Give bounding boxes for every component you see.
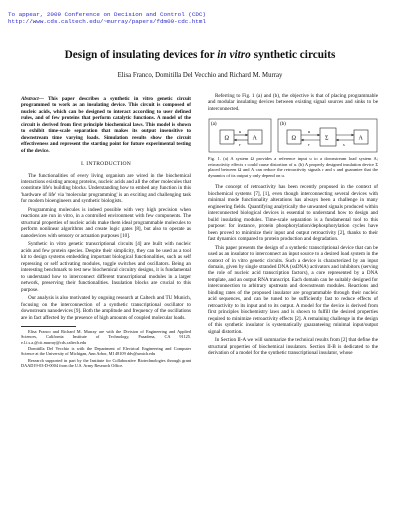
panel-b-insulator-label: Σ bbox=[325, 135, 329, 142]
figure-1 bbox=[208, 118, 378, 154]
panel-a-load-label: A bbox=[252, 135, 257, 142]
panel-b-s-label: s bbox=[343, 142, 345, 148]
right-intro-paragraph: Referring to Fig. 1 (a) and (b), the objective is that of placing programmable and modular insulating devices between existing signal sources and sinks to be interconnected. bbox=[208, 93, 378, 112]
section-heading-introduction: I. INTRODUCTION bbox=[81, 161, 131, 168]
footnote-rule bbox=[21, 326, 76, 327]
right-paragraph-1: The concept of retroactivity has been recently proposed in the context of biochemical systems [7], [1], even though interconnecting several devices with minimal mode functionality alterations has always been a challenge in many engineering fields. Quantifying analytically the unwanted signals produced within interconnected biological devices is essential to understand how to design and build insulating modules. Time-scale separation is a fundamental tool to this purpose: for instance, protein phosphorylation/dephosphorylation cycles have been proved to minimize their input and output retroactivity [2], thanks to their fast dynamics compared to protein production and degradation. bbox=[208, 184, 378, 242]
intro-paragraph-4: Our analysis is also motivated by ongoing research at Caltech and TU Munich, focusing on the interconnection of a synthetic transcriptional oscillator to downstream nanodevices [9]. Both the amplitude and frequency of the oscillations are in fact affected by the presence of high amounts of coupled molecular loads. bbox=[21, 295, 191, 321]
title-emph: in vitro bbox=[217, 49, 251, 61]
right-paragraph-3: In Section II-A we will summarize the technical results from [2] that define the structural properties of biochemical insulators. Section II-B is dedicated to the derivation of a model for the synthetic transcriptional insulator, whose bbox=[208, 337, 378, 357]
header-note bbox=[8, 11, 308, 26]
panel-b-omega-label: Ω bbox=[291, 135, 296, 142]
panel-a-r-label: r bbox=[239, 142, 241, 148]
panel-b-label: (b) bbox=[280, 122, 286, 128]
panel-b-arrow-s bbox=[336, 139, 339, 141]
footnote-affiliation-1: Elisa Franco and Richard M. Murray are with the Division of Engineering and Applied Sciences, California Institute of Technology, Pasadena, CA 91125. e.l.i.s.a.@cit.murray@cds.caltech.edu bbox=[21, 329, 191, 345]
right-column bbox=[208, 93, 378, 359]
panel-a-arrow-u bbox=[246, 134, 249, 136]
panel-a-omega-label: Ω bbox=[224, 135, 229, 142]
panel-b-r-label: r bbox=[308, 142, 310, 148]
panel-a-u-label: u bbox=[239, 129, 242, 135]
header-note-line1: To appear, 2009 Conference on Decision and Control (CDC) bbox=[8, 11, 206, 18]
right-paragraph-2: This paper presents the design of a synthetic transcriptional device that can be used as an insulator to interconnect an input source to a desired load system in the context of in vitro genetic circuits. Such a device is characterized by an input domain, given by single stranded DNA (ssDNA) activators and inhibitors (serving the role of nucleic acid transcription factors), a core represented by a DNA template, and an output RNA transcript. Each domain can be suitably designed for interconnection to arbitrary upstream and downstream modules. Reactions and binding rates of the proposed insulator are programmable through their nucleic acid sequences, and can be tuned to be sufficiently fast to reduce effects of retroactivity to its input and to its output. A model for the device is derived from first principles biochemistry laws and is shown to fulfill the desired properties required to minimize retroactivity effects [2]. A remaining challenge in the design of this synthetic insulator is systematically guaranteeing minimal input/output signal distortion. bbox=[208, 244, 378, 335]
title-suffix: synthetic circuits bbox=[250, 49, 336, 61]
panel-a-label: (a) bbox=[211, 122, 217, 128]
panel-b-arrow-r bbox=[301, 139, 304, 141]
figure-1-diagram bbox=[208, 118, 378, 154]
abstract-body: — This paper describes a synthetic in vitro genetic circuit programmed to work as an insulating device. This circuit is composed of nucleic acids, which can be designed to interact according to user defined rules, and of few proteins that perform catalytic functions. A model of the circuit is derived from first principle biochemical laws. This model is shown to exhibit time-scale separation that makes its output insensitive to downstream time varying loads. Simulation results show the circuit effectiveness and represent the starting point for future experimental testing of the device. bbox=[21, 96, 191, 154]
panel-b-u-label: u bbox=[308, 129, 311, 135]
panel-b-arrow-u bbox=[318, 134, 321, 136]
intro-paragraph-1: The functionalities of every living organism are wired in the biochemical interactions existing among proteins, nucleic acids and all the other molecules that constitute life's building blocks. Understanding how to embed any function in this 'hardware of life' via 'molecular programming' is an exciting and challenging task for modern bioengineers and synthetic biologists. bbox=[21, 172, 191, 205]
figure-1-caption: Fig. 1. (a) A system Ω provides a reference input u to a downstream load system A; retroactivity effects r could cause distortion of u. (b) A properly designed insulation device Σ placed between Ω and A can reduce the retroactivity signals r and s and guarantee that the dynamics of its output y only depend on u. bbox=[208, 156, 378, 178]
abstract bbox=[21, 96, 191, 154]
footnote-funding: Research supported in part by the Institute for Collaborative Biotechnologies through grant DAAD19-03-D-0004 from the U.S. Army Research Office. bbox=[21, 357, 191, 368]
panel-b-arrow-y bbox=[352, 134, 355, 136]
footnote-affiliation-2: Domitilla Del Vecchio is with the Department of Electrical Engineering and Computer Science at the University of Michigan, Ann Arbor, MI 48109 ddv@umich.edu bbox=[21, 345, 191, 357]
panel-b-load-label: A bbox=[358, 135, 363, 142]
title-prefix: Design of insulating devices for bbox=[64, 49, 218, 61]
intro-paragraph-2: Programming molecules is indeed possible with very high precision when reactions are run in vitro, in a controlled environment with few components. The structural properties of nucleic acids make them ideal programmable molecules to perform nonlinear algorithms and create logic gates [8], but also to operate as nanodevices with sensory or actuation purposes [10]. bbox=[21, 206, 191, 239]
panel-a-arrow-r bbox=[234, 139, 237, 141]
author-list: Elisa Franco, Domitilla Del Vecchio and Richard M. Murray bbox=[117, 72, 283, 79]
paper-title bbox=[30, 49, 370, 61]
left-column bbox=[21, 96, 191, 369]
intro-paragraph-3: Synthetic in vitro genetic transcriptional circuits [4] are built with nucleic acids and few protein species. Despite their simplicity, they can be used as a tool kit to design systems embedding important biological functionalities, such as self repressing or self activating modules, toggle switches and oscillators. Being an interesting benchmark to test new biochemical circuitry designs, it is fundamental to understand how to interconnect different transcriptional modules in a larger network, preserving their functionalities. Insulation blocks are crucial to this purpose. bbox=[21, 241, 191, 293]
header-note-line2[interactable]: http://www.cds.caltech.edu/~murray/papers/fdm09-cdc.html bbox=[8, 18, 206, 26]
abstract-lead: Abstract bbox=[21, 96, 39, 102]
